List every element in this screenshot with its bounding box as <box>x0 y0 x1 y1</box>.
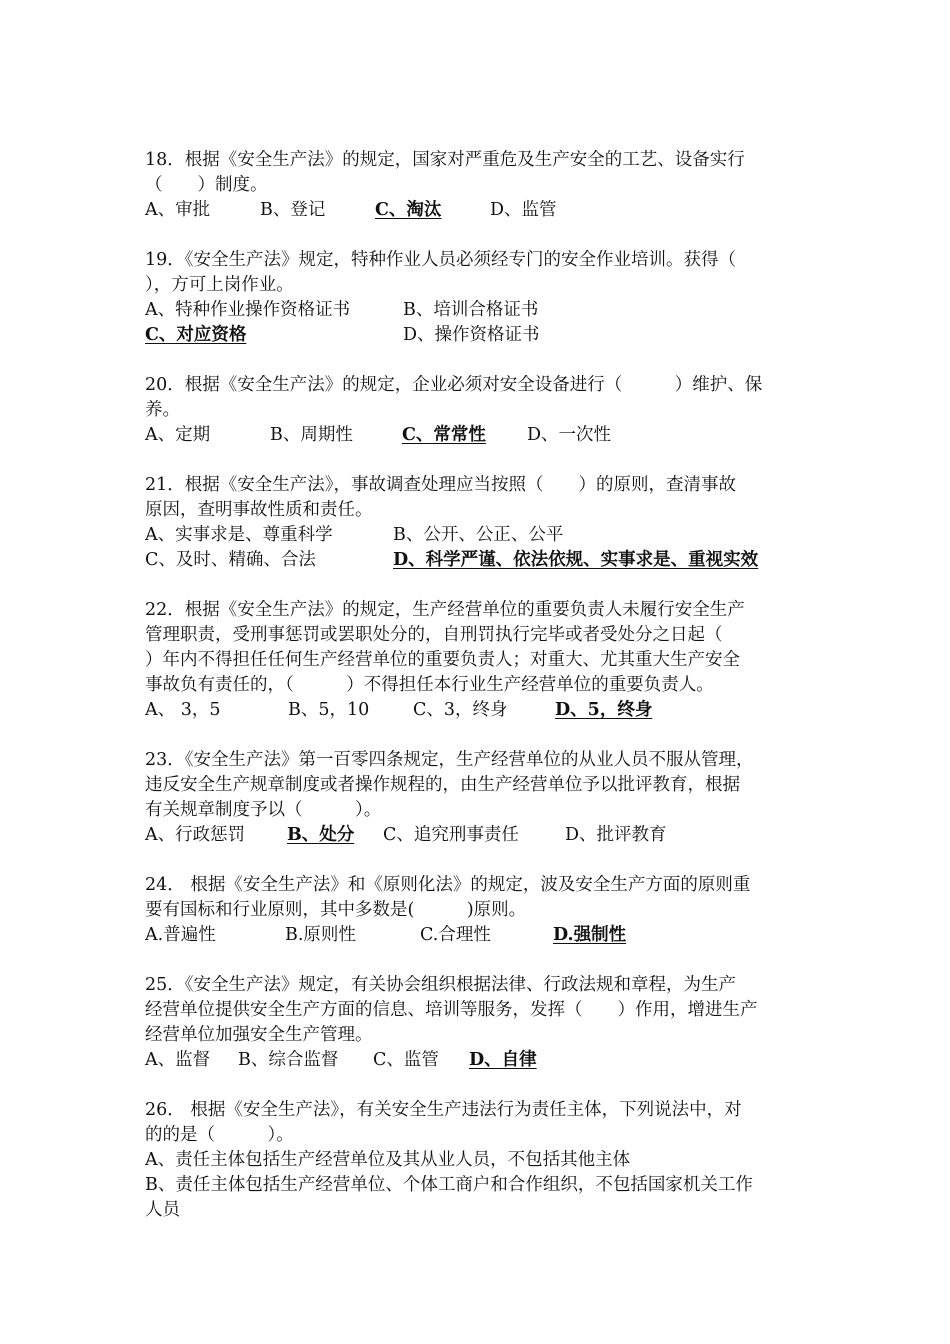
question-text-line: 违反安全生产规章制度或者操作规程的，由生产经营单位予以批评教育，根据 <box>145 775 740 795</box>
correct-answer-option: B、处分 <box>287 825 355 845</box>
answer-option: A、特种作业操作资格证书 <box>145 300 351 320</box>
options-row <box>145 548 815 573</box>
answer-option: D、操作资格证书 <box>403 325 540 345</box>
question-text-line: 有关规章制度予以（ ）。 <box>145 800 382 820</box>
options-row <box>145 523 815 548</box>
question-text-line: 24． 根据《安全生产法》和《原则化法》的规定，波及安全生产方面的原则重 <box>145 875 751 895</box>
answer-option: D、一次性 <box>527 425 612 445</box>
answer-option: D、批评教育 <box>565 825 667 845</box>
correct-answer-option: D、自律 <box>469 1050 537 1070</box>
options-row <box>145 198 815 223</box>
question-text-line: 经营单位提供安全生产方面的信息、培训等服务，发挥（ ）作用，增进生产 <box>145 1000 758 1020</box>
question-text-line: 21．根据《安全生产法》，事故调查处理应当按照（ ）的原则，查清事故 <box>145 475 737 495</box>
answer-option: B、综合监督 <box>238 1050 339 1070</box>
question-text-line: 18．根据《安全生产法》的规定，国家对严重危及生产安全的工艺、设备实行 <box>145 150 745 170</box>
options-row <box>145 823 815 848</box>
answer-option: B、公开、公正、公平 <box>393 525 564 545</box>
answer-option: A、审批 <box>145 200 211 220</box>
question-text-line: 25．《安全生产法》规定，有关协会组织根据法律、行政法规和章程，为生产 <box>145 975 737 995</box>
options-row <box>145 423 815 448</box>
answer-option: A、定期 <box>145 425 211 445</box>
question-text-line: 的的是（ ）。 <box>145 1125 294 1145</box>
answer-option: B、登记 <box>260 200 326 220</box>
question-23 <box>145 748 815 848</box>
options-row <box>145 923 815 948</box>
correct-answer-option: C、对应资格 <box>145 325 247 345</box>
question-text-line: 20．根据《安全生产法》的规定，企业必须对安全设备进行（ ）维护、保 <box>145 375 763 395</box>
question-25 <box>145 973 815 1073</box>
question-22 <box>145 598 815 723</box>
answer-option: A、监督 <box>145 1050 211 1070</box>
question-text-line: 要有国标和行业原则，其中多数是( )原则。 <box>145 900 527 920</box>
answer-option: B、培训合格证书 <box>403 300 539 320</box>
answer-option: B、周期性 <box>270 425 353 445</box>
correct-answer-option: D、5，终身 <box>555 700 653 720</box>
question-26 <box>145 1098 815 1223</box>
question-text-line: 原因，查明事故性质和责任。 <box>145 500 373 520</box>
correct-answer-option: C、淘汰 <box>375 200 442 220</box>
answer-option: C、及时、精确、合法 <box>145 550 316 570</box>
question-text-line: 养。 <box>145 400 180 420</box>
answer-option: C.合理性 <box>420 925 491 945</box>
options-row <box>145 698 815 723</box>
question-text-line: 人员 <box>145 1200 180 1220</box>
question-text-line: （ ）制度。 <box>145 175 268 195</box>
question-text-line: 22．根据《安全生产法》的规定，生产经营单位的重要负责人未履行安全生产 <box>145 600 745 620</box>
answer-option: D、监管 <box>490 200 557 220</box>
answer-option: A、实事求是、尊重科学 <box>145 525 333 545</box>
question-19 <box>145 248 815 348</box>
correct-answer-option: C、常常性 <box>402 425 486 445</box>
answer-option: B、5，10 <box>288 700 370 720</box>
correct-answer-option: D.强制性 <box>553 925 627 945</box>
question-text-line: 管理职责，受刑事惩罚或罢职处分的，自刑罚执行完毕或者受处分之日起（ <box>145 625 723 645</box>
question-list <box>145 148 815 1248</box>
options-row <box>145 323 815 348</box>
answer-option: A、 3，5 <box>145 700 221 720</box>
question-18 <box>145 148 815 223</box>
options-row <box>145 298 815 323</box>
question-text-line: 26． 根据《安全生产法》，有关安全生产违法行为责任主体，下列说法中，对 <box>145 1100 742 1120</box>
question-text-line: 事故负有责任的，（ ）不得担任本行业生产经营单位的重要负责人。 <box>145 675 714 695</box>
question-text-line: 19．《安全生产法》规定，特种作业人员必须经专门的安全作业培训。获得（ <box>145 250 737 270</box>
question-text-line: A、责任主体包括生产经营单位及其从业人员，不包括其他主体 <box>145 1150 631 1170</box>
answer-option: B.原则性 <box>285 925 356 945</box>
question-text-line: ）年内不得担任任何生产经营单位的重要负责人；对重大、尤其重大生产安全 <box>145 650 740 670</box>
question-text-line: 23．《安全生产法》第一百零四条规定，生产经营单位的从业人员不服从管理， <box>145 750 754 770</box>
correct-answer-option: D、科学严谨、依法依规、实事求是、重视实效 <box>393 550 759 570</box>
options-row <box>145 1048 815 1073</box>
question-21 <box>145 473 815 573</box>
question-text-line: ），方可上岗作业。 <box>145 275 294 295</box>
answer-option: A、行政惩罚 <box>145 825 246 845</box>
question-text-line: B、责任主体包括生产经营单位、个体工商户和合作组织，不包括国家机关工作 <box>145 1175 753 1195</box>
answer-option: A.普遍性 <box>145 925 216 945</box>
question-24 <box>145 873 815 948</box>
answer-option: C、监管 <box>373 1050 439 1070</box>
answer-option: C、3，终身 <box>413 700 508 720</box>
answer-option: C、追究刑事责任 <box>383 825 519 845</box>
question-20 <box>145 373 815 448</box>
question-text-line: 经营单位加强安全生产管理。 <box>145 1025 373 1045</box>
